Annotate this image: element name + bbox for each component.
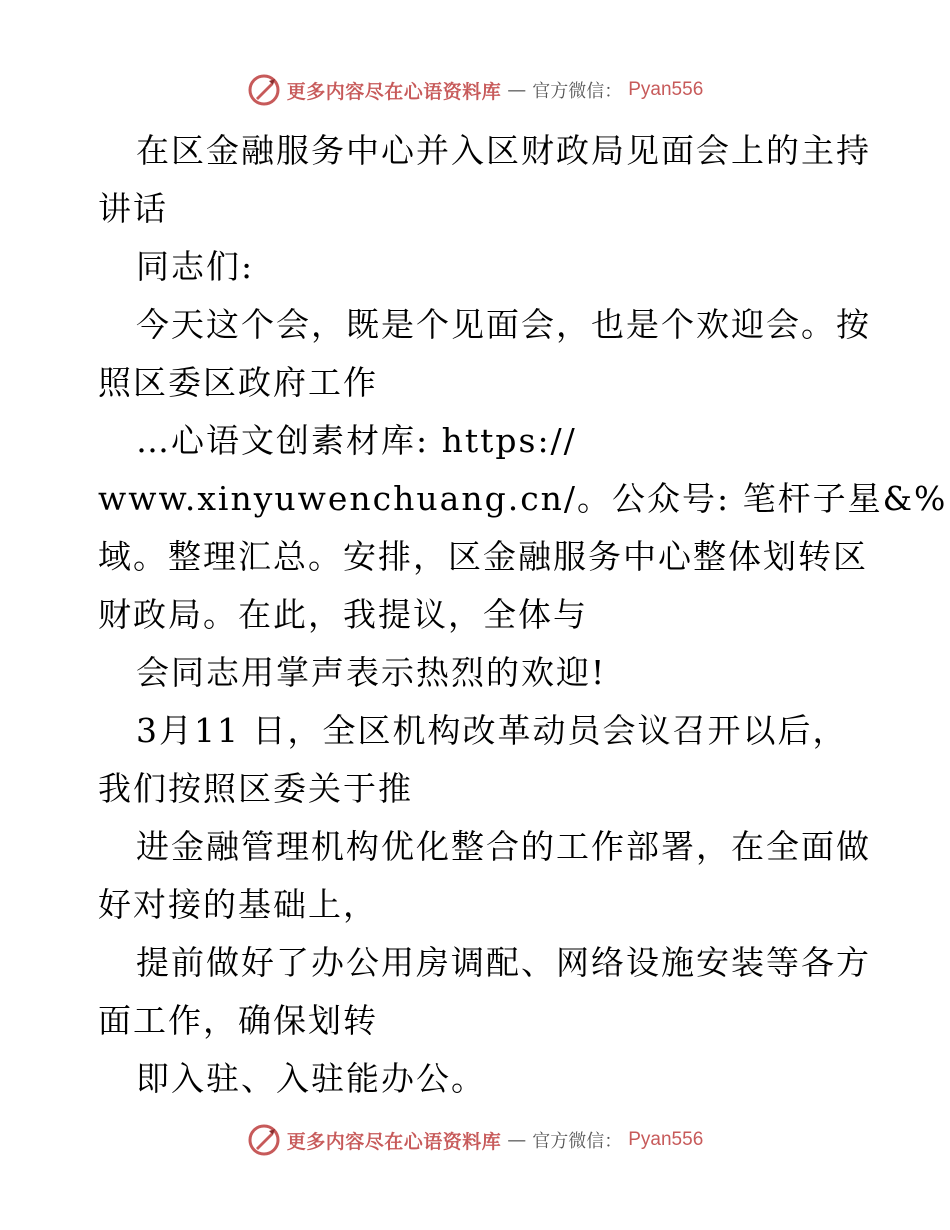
paragraph-line: …心语文创素材库: https://: [136, 421, 577, 460]
footer-banner: [0, 1120, 950, 1160]
paragraph-line: 面工作，确保划转: [98, 1001, 378, 1040]
banner-wechat-id: Pyan556: [628, 79, 704, 100]
paragraph-line: 提前做好了办公用房调配、网络设施安装等各方: [136, 943, 871, 982]
paragraph-line: www.xinyuwenchuang.cn/。公众号: 笔杆子星&%: [98, 479, 948, 518]
paragraph-line: 好对接的基础上，: [98, 885, 378, 924]
paragraph-line: 会同志用掌声表示热烈的欢迎!: [136, 653, 607, 692]
banner-separator: —: [507, 79, 527, 101]
document-body: [98, 122, 948, 1108]
header-banner: [0, 70, 950, 110]
paragraph-line: 域。整理汇总。安排，区金融服务中心整体划转区: [98, 537, 868, 576]
quill-logo-icon: [247, 1123, 281, 1157]
salutation: 同志们:: [136, 247, 255, 286]
banner-wechat-label: 官方微信：: [532, 81, 623, 102]
paragraph-line: 照区委区政府工作: [98, 363, 378, 402]
title-line-1: 在区金融服务中心并入区财政局见面会上的主持: [136, 131, 871, 170]
paragraph-line: 财政局。在此，我提议，全体与: [98, 595, 588, 634]
paragraph-line: 3月11 日，全区机构改革动员会议召开以后，: [136, 711, 848, 750]
title-line-2: 讲话: [98, 189, 168, 228]
paragraph-line: 今天这个会，既是个见面会，也是个欢迎会。按: [136, 305, 871, 344]
banner-separator: —: [507, 1129, 527, 1151]
banner-wechat-id: Pyan556: [628, 1129, 704, 1150]
banner-text: 更多内容尽在心语资料库: [286, 80, 502, 103]
paragraph-line: 我们按照区委关于推: [98, 769, 413, 808]
quill-logo-icon: [247, 73, 281, 107]
banner-wechat-label: 官方微信：: [532, 1131, 623, 1152]
paragraph-line: 即入驻、入驻能办公。: [136, 1059, 486, 1098]
paragraph-line: 进金融管理机构优化整合的工作部署，在全面做: [136, 827, 871, 866]
banner-text: 更多内容尽在心语资料库: [286, 1130, 502, 1153]
